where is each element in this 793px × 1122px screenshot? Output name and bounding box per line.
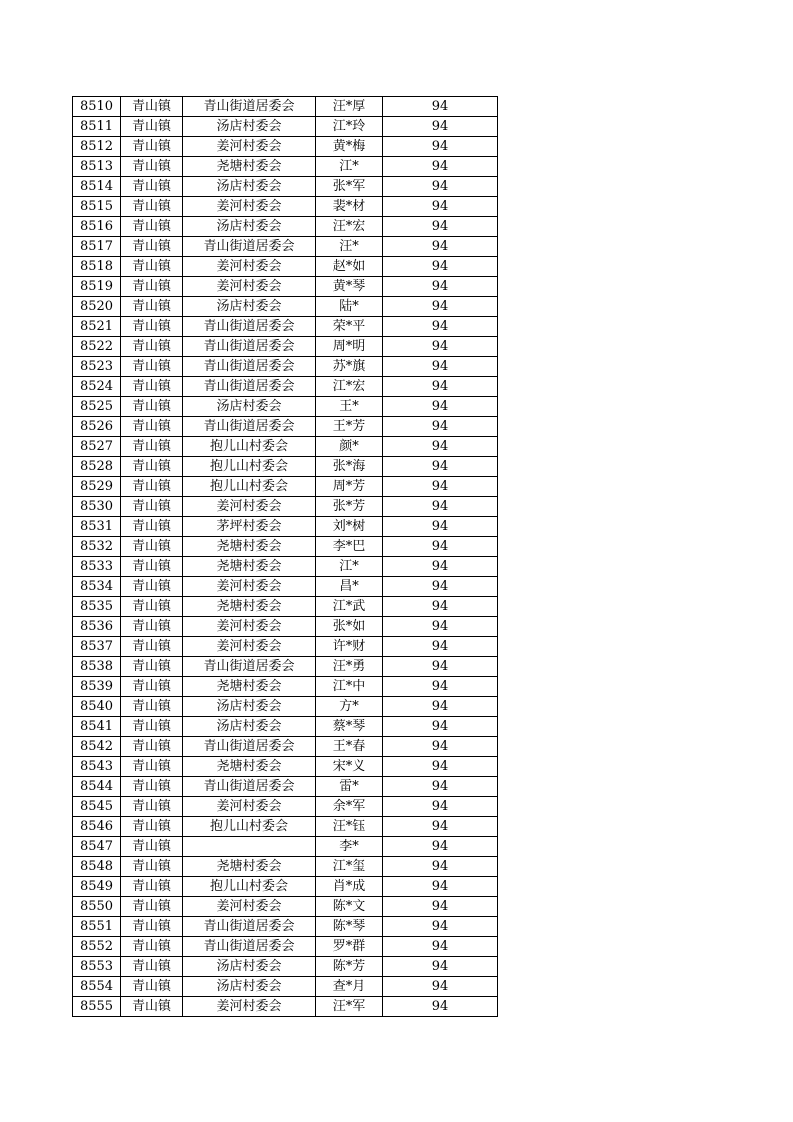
cell-id: 8532: [73, 537, 121, 557]
cell-id: 8523: [73, 357, 121, 377]
cell-name: 汪*厚: [316, 97, 383, 117]
cell-town: 青山镇: [121, 317, 183, 337]
cell-name: 汪*钰: [316, 817, 383, 837]
cell-score: 94: [383, 137, 498, 157]
cell-name: 许*财: [316, 637, 383, 657]
cell-name: 王*春: [316, 737, 383, 757]
cell-id: 8541: [73, 717, 121, 737]
cell-id: 8524: [73, 377, 121, 397]
cell-town: 青山镇: [121, 777, 183, 797]
cell-committee: 汤店村委会: [183, 697, 316, 717]
table-row: [73, 117, 498, 137]
cell-score: 94: [383, 377, 498, 397]
cell-score: 94: [383, 917, 498, 937]
cell-committee: 姜河村委会: [183, 897, 316, 917]
cell-name: 张*海: [316, 457, 383, 477]
cell-score: 94: [383, 997, 498, 1017]
table-row: [73, 577, 498, 597]
cell-committee: 汤店村委会: [183, 117, 316, 137]
cell-name: 颜*: [316, 437, 383, 457]
cell-name: 蔡*琴: [316, 717, 383, 737]
cell-committee: 汤店村委会: [183, 957, 316, 977]
table-row: [73, 657, 498, 677]
table-row: [73, 137, 498, 157]
cell-name: 黄*梅: [316, 137, 383, 157]
cell-score: 94: [383, 217, 498, 237]
cell-committee: 抱儿山村委会: [183, 817, 316, 837]
cell-committee: 青山街道居委会: [183, 417, 316, 437]
table-row: [73, 557, 498, 577]
table-row: [73, 177, 498, 197]
cell-town: 青山镇: [121, 977, 183, 997]
cell-id: 8551: [73, 917, 121, 937]
cell-id: 8542: [73, 737, 121, 757]
cell-name: 周*芳: [316, 477, 383, 497]
cell-id: 8515: [73, 197, 121, 217]
cell-name: 江*玺: [316, 857, 383, 877]
cell-name: 汪*宏: [316, 217, 383, 237]
cell-id: 8537: [73, 637, 121, 657]
cell-name: 方*: [316, 697, 383, 717]
cell-id: 8548: [73, 857, 121, 877]
cell-name: 荣*平: [316, 317, 383, 337]
cell-id: 8549: [73, 877, 121, 897]
cell-score: 94: [383, 97, 498, 117]
cell-id: 8516: [73, 217, 121, 237]
table-row: [73, 637, 498, 657]
cell-town: 青山镇: [121, 797, 183, 817]
cell-id: 8547: [73, 837, 121, 857]
cell-name: 江*中: [316, 677, 383, 697]
table-row: [73, 857, 498, 877]
cell-id: 8533: [73, 557, 121, 577]
cell-committee: 姜河村委会: [183, 497, 316, 517]
table-row: [73, 977, 498, 997]
cell-id: 8530: [73, 497, 121, 517]
cell-id: 8535: [73, 597, 121, 617]
cell-score: 94: [383, 817, 498, 837]
cell-town: 青山镇: [121, 517, 183, 537]
cell-id: 8540: [73, 697, 121, 717]
table-row: [73, 777, 498, 797]
cell-town: 青山镇: [121, 657, 183, 677]
table-row: [73, 617, 498, 637]
table-row: [73, 297, 498, 317]
cell-score: 94: [383, 397, 498, 417]
cell-committee: 青山街道居委会: [183, 317, 316, 337]
table-row: [73, 957, 498, 977]
cell-name: 查*月: [316, 977, 383, 997]
cell-committee: 姜河村委会: [183, 577, 316, 597]
cell-town: 青山镇: [121, 597, 183, 617]
cell-committee: 青山街道居委会: [183, 337, 316, 357]
table-row: [73, 997, 498, 1017]
table-row: [73, 877, 498, 897]
cell-town: 青山镇: [121, 677, 183, 697]
cell-town: 青山镇: [121, 377, 183, 397]
cell-score: 94: [383, 457, 498, 477]
cell-id: 8528: [73, 457, 121, 477]
cell-name: 周*明: [316, 337, 383, 357]
cell-committee: 抱儿山村委会: [183, 477, 316, 497]
cell-score: 94: [383, 837, 498, 857]
cell-name: 陈*文: [316, 897, 383, 917]
cell-town: 青山镇: [121, 357, 183, 377]
cell-id: 8525: [73, 397, 121, 417]
table-row: [73, 157, 498, 177]
cell-id: 8519: [73, 277, 121, 297]
table-row: [73, 437, 498, 457]
cell-score: 94: [383, 757, 498, 777]
cell-name: 张*军: [316, 177, 383, 197]
cell-name: 王*芳: [316, 417, 383, 437]
table-row: [73, 817, 498, 837]
table-row: [73, 497, 498, 517]
cell-id: 8526: [73, 417, 121, 437]
cell-id: 8511: [73, 117, 121, 137]
cell-committee: 姜河村委会: [183, 137, 316, 157]
cell-committee: 尧塘村委会: [183, 857, 316, 877]
cell-town: 青山镇: [121, 477, 183, 497]
cell-score: 94: [383, 177, 498, 197]
table-row: [73, 757, 498, 777]
table-row: [73, 217, 498, 237]
cell-id: 8545: [73, 797, 121, 817]
cell-town: 青山镇: [121, 897, 183, 917]
cell-name: 昌*: [316, 577, 383, 597]
cell-committee: 汤店村委会: [183, 217, 316, 237]
cell-committee: 汤店村委会: [183, 977, 316, 997]
table-row: [73, 537, 498, 557]
cell-score: 94: [383, 297, 498, 317]
cell-name: 李*: [316, 837, 383, 857]
cell-name: 黄*琴: [316, 277, 383, 297]
cell-score: 94: [383, 617, 498, 637]
cell-name: 张*如: [316, 617, 383, 637]
cell-score: 94: [383, 477, 498, 497]
cell-committee: 姜河村委会: [183, 257, 316, 277]
table-row: [73, 277, 498, 297]
cell-name: 张*芳: [316, 497, 383, 517]
cell-score: 94: [383, 157, 498, 177]
cell-name: 陈*琴: [316, 917, 383, 937]
cell-score: 94: [383, 737, 498, 757]
cell-id: 8543: [73, 757, 121, 777]
cell-town: 青山镇: [121, 497, 183, 517]
cell-town: 青山镇: [121, 137, 183, 157]
cell-id: 8538: [73, 657, 121, 677]
cell-town: 青山镇: [121, 557, 183, 577]
table-row: [73, 697, 498, 717]
cell-score: 94: [383, 197, 498, 217]
cell-score: 94: [383, 317, 498, 337]
cell-committee: 尧塘村委会: [183, 677, 316, 697]
cell-name: 江*武: [316, 597, 383, 617]
cell-town: 青山镇: [121, 97, 183, 117]
cell-town: 青山镇: [121, 937, 183, 957]
cell-committee: 抱儿山村委会: [183, 877, 316, 897]
cell-id: 8555: [73, 997, 121, 1017]
table-row: [73, 597, 498, 617]
table-row: [73, 377, 498, 397]
cell-town: 青山镇: [121, 197, 183, 217]
cell-score: 94: [383, 557, 498, 577]
table-row: [73, 317, 498, 337]
cell-committee: 青山街道居委会: [183, 237, 316, 257]
cell-id: 8510: [73, 97, 121, 117]
cell-committee: 青山街道居委会: [183, 917, 316, 937]
table-row: [73, 357, 498, 377]
cell-town: 青山镇: [121, 577, 183, 597]
cell-name: 宋*义: [316, 757, 383, 777]
cell-id: 8518: [73, 257, 121, 277]
cell-committee: 青山街道居委会: [183, 657, 316, 677]
cell-town: 青山镇: [121, 277, 183, 297]
cell-town: 青山镇: [121, 417, 183, 437]
cell-committee: 青山街道居委会: [183, 937, 316, 957]
cell-name: 汪*: [316, 237, 383, 257]
cell-id: 8554: [73, 977, 121, 997]
cell-score: 94: [383, 237, 498, 257]
cell-town: 青山镇: [121, 237, 183, 257]
table-row: [73, 257, 498, 277]
cell-score: 94: [383, 957, 498, 977]
cell-committee: 汤店村委会: [183, 717, 316, 737]
cell-name: 赵*如: [316, 257, 383, 277]
cell-id: 8531: [73, 517, 121, 537]
cell-committee: 汤店村委会: [183, 177, 316, 197]
cell-town: 青山镇: [121, 617, 183, 637]
table-row: [73, 717, 498, 737]
cell-committee: 青山街道居委会: [183, 777, 316, 797]
cell-name: 裴*材: [316, 197, 383, 217]
table-row: [73, 337, 498, 357]
table-row: [73, 457, 498, 477]
cell-town: 青山镇: [121, 337, 183, 357]
cell-town: 青山镇: [121, 757, 183, 777]
records-table: [72, 96, 498, 1017]
cell-id: 8550: [73, 897, 121, 917]
cell-name: 江*: [316, 157, 383, 177]
cell-committee: 尧塘村委会: [183, 597, 316, 617]
cell-town: 青山镇: [121, 297, 183, 317]
cell-committee: 汤店村委会: [183, 297, 316, 317]
table-row: [73, 477, 498, 497]
cell-town: 青山镇: [121, 917, 183, 937]
cell-id: 8514: [73, 177, 121, 197]
cell-town: 青山镇: [121, 437, 183, 457]
table-row: [73, 837, 498, 857]
cell-name: 江*宏: [316, 377, 383, 397]
cell-town: 青山镇: [121, 117, 183, 137]
table-row: [73, 677, 498, 697]
table-row: [73, 917, 498, 937]
cell-committee: 汤店村委会: [183, 397, 316, 417]
cell-id: 8546: [73, 817, 121, 837]
cell-town: 青山镇: [121, 837, 183, 857]
cell-town: 青山镇: [121, 997, 183, 1017]
cell-score: 94: [383, 577, 498, 597]
cell-committee: 姜河村委会: [183, 197, 316, 217]
cell-name: 汪*军: [316, 997, 383, 1017]
cell-score: 94: [383, 797, 498, 817]
cell-name: 陈*芳: [316, 957, 383, 977]
cell-id: 8513: [73, 157, 121, 177]
cell-name: 汪*勇: [316, 657, 383, 677]
cell-committee: 抱儿山村委会: [183, 437, 316, 457]
cell-name: 肖*成: [316, 877, 383, 897]
cell-id: 8527: [73, 437, 121, 457]
cell-score: 94: [383, 677, 498, 697]
cell-name: 刘*树: [316, 517, 383, 537]
table-row: [73, 417, 498, 437]
cell-id: 8522: [73, 337, 121, 357]
cell-committee: [183, 837, 316, 857]
cell-town: 青山镇: [121, 457, 183, 477]
cell-score: 94: [383, 597, 498, 617]
cell-name: 陆*: [316, 297, 383, 317]
cell-town: 青山镇: [121, 957, 183, 977]
cell-id: 8520: [73, 297, 121, 317]
cell-town: 青山镇: [121, 177, 183, 197]
cell-score: 94: [383, 777, 498, 797]
cell-id: 8544: [73, 777, 121, 797]
cell-score: 94: [383, 877, 498, 897]
cell-committee: 姜河村委会: [183, 277, 316, 297]
cell-score: 94: [383, 537, 498, 557]
cell-id: 8552: [73, 937, 121, 957]
cell-town: 青山镇: [121, 877, 183, 897]
cell-town: 青山镇: [121, 737, 183, 757]
cell-committee: 姜河村委会: [183, 617, 316, 637]
table-row: [73, 937, 498, 957]
cell-score: 94: [383, 117, 498, 137]
cell-town: 青山镇: [121, 817, 183, 837]
table-row: [73, 797, 498, 817]
cell-score: 94: [383, 897, 498, 917]
cell-id: 8536: [73, 617, 121, 637]
cell-score: 94: [383, 437, 498, 457]
cell-score: 94: [383, 277, 498, 297]
cell-town: 青山镇: [121, 257, 183, 277]
cell-score: 94: [383, 357, 498, 377]
table-row: [73, 517, 498, 537]
cell-id: 8517: [73, 237, 121, 257]
cell-committee: 青山街道居委会: [183, 97, 316, 117]
cell-committee: 姜河村委会: [183, 797, 316, 817]
cell-committee: 尧塘村委会: [183, 157, 316, 177]
cell-score: 94: [383, 717, 498, 737]
cell-committee: 茅坪村委会: [183, 517, 316, 537]
cell-committee: 尧塘村委会: [183, 557, 316, 577]
cell-town: 青山镇: [121, 217, 183, 237]
cell-score: 94: [383, 417, 498, 437]
cell-town: 青山镇: [121, 157, 183, 177]
table-row: [73, 397, 498, 417]
cell-town: 青山镇: [121, 857, 183, 877]
cell-score: 94: [383, 337, 498, 357]
cell-score: 94: [383, 517, 498, 537]
cell-score: 94: [383, 697, 498, 717]
cell-town: 青山镇: [121, 697, 183, 717]
cell-name: 江*: [316, 557, 383, 577]
cell-score: 94: [383, 977, 498, 997]
cell-town: 青山镇: [121, 537, 183, 557]
cell-id: 8512: [73, 137, 121, 157]
cell-score: 94: [383, 637, 498, 657]
cell-name: 江*玲: [316, 117, 383, 137]
cell-committee: 青山街道居委会: [183, 377, 316, 397]
cell-id: 8553: [73, 957, 121, 977]
cell-committee: 姜河村委会: [183, 997, 316, 1017]
cell-town: 青山镇: [121, 717, 183, 737]
cell-name: 雷*: [316, 777, 383, 797]
records-table-body: [73, 97, 498, 1017]
cell-town: 青山镇: [121, 637, 183, 657]
cell-committee: 青山街道居委会: [183, 357, 316, 377]
cell-score: 94: [383, 937, 498, 957]
cell-score: 94: [383, 657, 498, 677]
cell-committee: 青山街道居委会: [183, 737, 316, 757]
table-row: [73, 897, 498, 917]
cell-committee: 姜河村委会: [183, 637, 316, 657]
cell-score: 94: [383, 857, 498, 877]
cell-score: 94: [383, 257, 498, 277]
cell-score: 94: [383, 497, 498, 517]
table-row: [73, 737, 498, 757]
table-row: [73, 197, 498, 217]
cell-committee: 尧塘村委会: [183, 757, 316, 777]
cell-id: 8521: [73, 317, 121, 337]
table-row: [73, 97, 498, 117]
cell-id: 8534: [73, 577, 121, 597]
cell-id: 8539: [73, 677, 121, 697]
cell-id: 8529: [73, 477, 121, 497]
cell-name: 王*: [316, 397, 383, 417]
cell-name: 余*军: [316, 797, 383, 817]
cell-name: 苏*旗: [316, 357, 383, 377]
cell-committee: 抱儿山村委会: [183, 457, 316, 477]
table-row: [73, 237, 498, 257]
cell-name: 李*巴: [316, 537, 383, 557]
cell-name: 罗*群: [316, 937, 383, 957]
cell-town: 青山镇: [121, 397, 183, 417]
cell-committee: 尧塘村委会: [183, 537, 316, 557]
